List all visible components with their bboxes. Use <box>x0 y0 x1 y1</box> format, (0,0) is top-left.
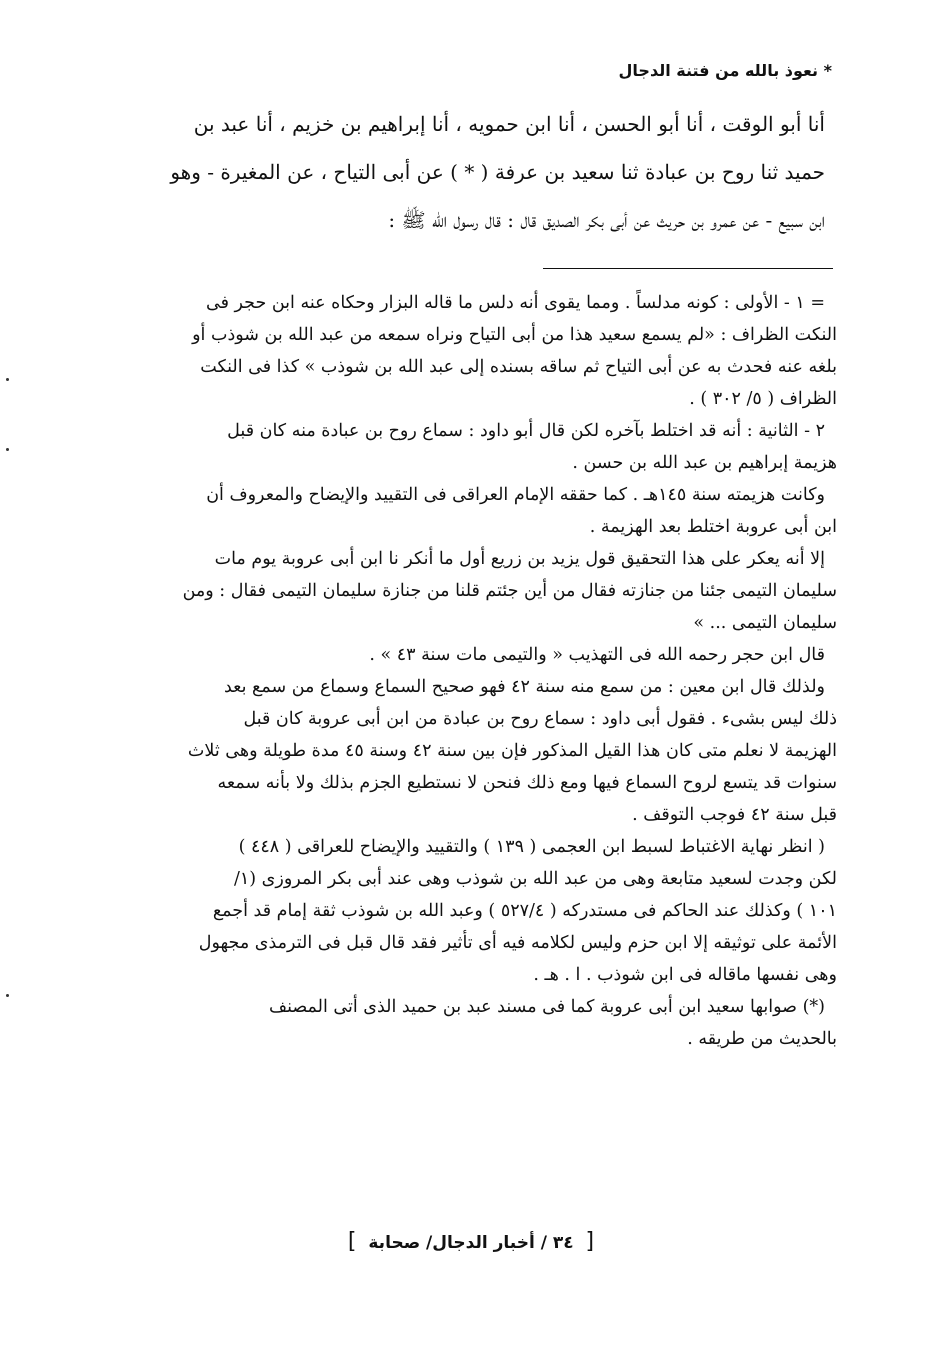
footer-separator: / <box>540 1233 547 1253</box>
running-header: * نعوذ بالله من فتنة الدجال <box>618 61 832 80</box>
footnote-line: الظراف ( ٥/ ٣٠٢ ) . <box>689 389 837 409</box>
footnote-line: النكت الظراف : «لم يسمع سعيد هذا من أبى التياح ونراه سمعه من عبد الله بن شوذب أو <box>192 325 837 345</box>
footnote-line: هزيمة إبراهيم بن عبد الله بن حسن . <box>572 453 837 473</box>
main-text-line: حميد ثنا روح بن عبادة ثنا سعيد بن عرفة ( * ) عن أبى التياح ، عن المغيرة - وهو <box>170 160 825 184</box>
footnote-line: سليمان التيمى جئنا من جنازته فقال من أين جئتم قلنا من جنازة سليمان التيمى فقال : ومن <box>182 581 837 601</box>
scan-speck <box>6 378 9 381</box>
footnote-line: سنوات قد يتسع لروح السماع فيها ومع ذلك فنحن لا نستطيع الجزم بذلك ولا بأنه سمعه <box>217 773 837 793</box>
footnote-line: قال ابن حجر رحمه الله فى التهذيب « والتيمى مات سنة ٤٣ » . <box>369 645 825 665</box>
book-title: أخبار الدجال/ صحابة <box>368 1233 535 1253</box>
footnote-line: بالحديث من طريقه . <box>687 1029 837 1049</box>
footnote-line: بلغه عنه فحدث به عن أبى التياح ثم ساقه بسنده إلى عبد الله بن شوذب » كذا فى النكت <box>200 357 837 377</box>
footnote-line: = ١ - الأولى : كونه مدلساً . ومما يقوى أنه دلس ما قاله البزار وحكاه عنه ابن حجر فى <box>206 293 825 313</box>
footnote-line: سليمان التيمى ... » <box>693 613 837 633</box>
footnote-line: ( انظر نهاية الاغتباط لسبط ابن العجمى ( ١٣٩ ) والتقييد والإيضاح للعراقى ( ٤٤٨ ) <box>238 837 825 857</box>
footnote-line: إلا أنه يعكر على هذا التحقيق قول يزيد بن زريع أول ما أنكر نا ابن أبى عروبة يوم مات <box>214 549 825 569</box>
main-text-line: ابن سبيع - عن عمرو بن حريث عن أبى بكر الصديق قال : قال رسول الله ﷺ : <box>388 208 825 232</box>
main-text-line: أنا أبو الوقت ، أنا أبو الحسن ، أنا ابن حمويه ، أنا إبراهيم بن خزيم ، أنا عبد بن <box>193 112 825 136</box>
footnote-line: وكانت هزيمته سنة ١٤٥هـ . كما حققه الإمام العراقى فى التقييد والإيضاح والمعروف أن <box>206 485 825 505</box>
footnote-line: الأئمة على توثيقه إلا ابن حزم وليس لكلامه فيه أى تأثير فقد قال قبل فى الترمذى مجهول <box>198 933 837 953</box>
scan-speck <box>6 448 9 451</box>
footnote-separator-rule <box>543 268 833 269</box>
footnote-line: ١٠١ ) وكذلك عند الحاكم فى مستدركه ( ٥٢٧/٤ ) وعبد الله بن شوذب ثقة إمام قد أجمع <box>212 901 837 921</box>
page-footer <box>0 1229 942 1256</box>
footnote-line: ذلك ليس بشىء . فقول أبى داود : سماع روح بن عبادة من ابن أبى عروبة كان قبل <box>243 709 837 729</box>
footnote-line: ٢ - الثانية : أنه قد اختلط بآخره لكن قال أبو داود : سماع روح بن عبادة منه كان قبل <box>227 421 825 441</box>
footnote-line: وهى نفسها ماقاله فى ابن شوذب . ا . هـ . <box>533 965 837 985</box>
footnote-line: (*) صوابها سعيد ابن أبى عروبة كما فى مسند عبد بن حميد الذى أتى المصنف <box>268 997 825 1017</box>
main-text-block <box>125 100 825 244</box>
footnote-line: ولذلك قال ابن معين : من سمع منه سنة ٤٢ فهو صحيح السماع وسماع من سمع بعد <box>223 677 825 697</box>
footnote-line: لكن وجدت لسعيد متابعة وهى من عبد الله بن شوذب وهى عند أبى بكر المروزى (١/ <box>233 869 837 889</box>
footer-open-bracket: [ <box>585 1229 595 1254</box>
footnotes-block <box>122 287 837 1055</box>
footnote-line: الهزيمة لا نعلم متى كان هذا القيل المذكور فإن بين سنة ٤٢ وسنة ٤٥ مدة طويلة وهى ثلاث <box>187 741 837 761</box>
footnote-line: ابن أبى عروبة اختلط بعد الهزيمة . <box>589 517 837 537</box>
page-number: ٣٤ <box>552 1233 574 1253</box>
footer-close-bracket: ] <box>347 1229 357 1254</box>
footnote-line: قبل سنة ٤٢ فوجب التوقف . <box>632 805 837 825</box>
scan-speck <box>6 994 9 997</box>
